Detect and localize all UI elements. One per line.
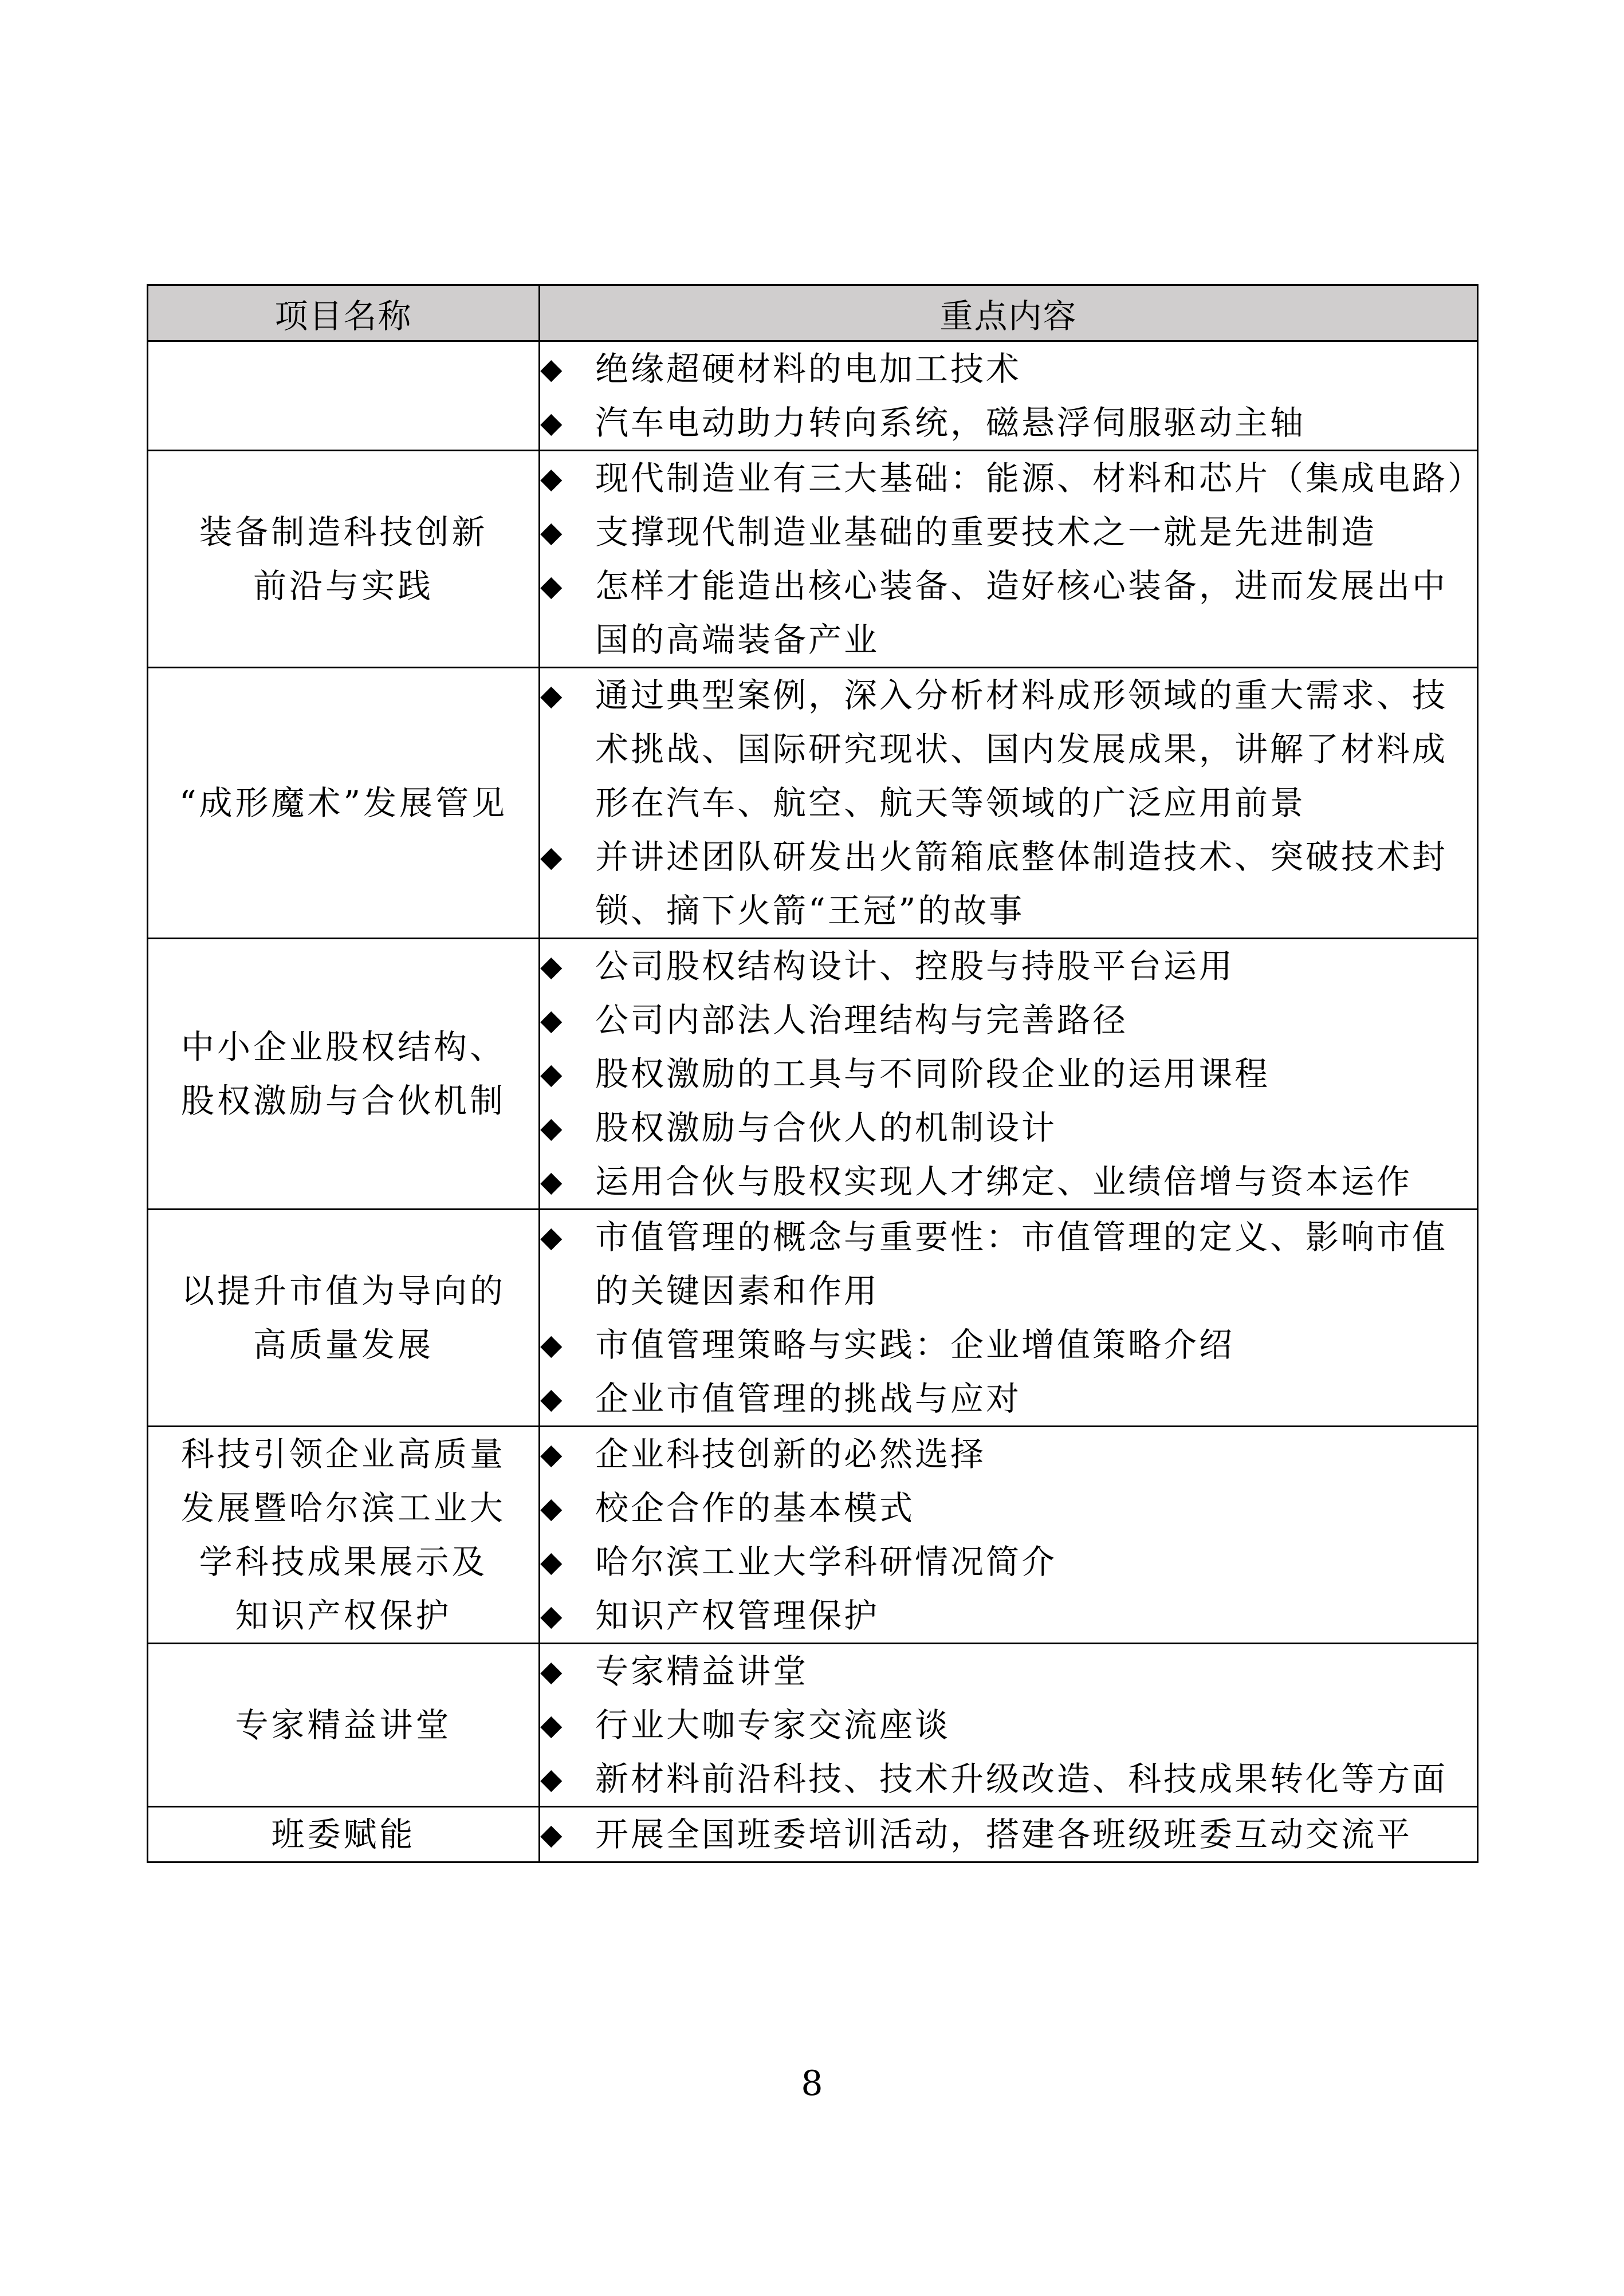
key-content-cell [540, 341, 1478, 451]
header-key-content: 重点内容 [540, 285, 1478, 341]
table-row [148, 1644, 1478, 1807]
project-name-line: 装备制造科技创新 [199, 513, 488, 552]
list-item [540, 668, 1477, 830]
diamond-bullet-icon: ◆ [540, 950, 565, 983]
diamond-bullet-icon: ◆ [540, 1111, 565, 1144]
diamond-bullet-icon: ◆ [540, 569, 565, 602]
diamond-bullet-icon: ◆ [540, 1165, 565, 1198]
key-content-cell [540, 1427, 1478, 1644]
list-item [540, 1644, 1477, 1698]
project-name-cell [148, 1210, 540, 1427]
list-item [540, 1481, 1477, 1535]
list-item [540, 1210, 1477, 1318]
project-name-line: 中小企业股权结构、 [180, 1027, 506, 1066]
diamond-bullet-icon: ◆ [540, 1545, 565, 1578]
list-item-text: 股权激励与合伙人的机制设计 [595, 1108, 1057, 1147]
list-item [540, 1101, 1477, 1155]
table-row [148, 451, 1478, 668]
list-item-text: 怎样才能造出核心装备、造好核心装备，进而发展出中国的高端装备产业 [595, 566, 1448, 659]
diamond-bullet-icon: ◆ [540, 1818, 565, 1851]
list-item [540, 1807, 1477, 1861]
project-name-cell [148, 341, 540, 451]
diamond-bullet-icon: ◆ [540, 1438, 565, 1471]
list-item [540, 993, 1477, 1047]
table-row [148, 939, 1478, 1210]
list-item-text: 专家精益讲堂 [595, 1652, 809, 1691]
list-item-text: 并讲述团队研发出火箭箱底整体制造技术、突破技术封锁、摘下火箭“王冠”的故事 [595, 837, 1448, 930]
page-number: 8 [801, 2063, 823, 2104]
key-content-cell [540, 668, 1478, 939]
key-content-cell [540, 1644, 1478, 1807]
key-content-cell [540, 451, 1484, 668]
list-item [540, 396, 1477, 450]
course-content-table [147, 284, 1484, 1863]
list-item-text: 通过典型案例，深入分析材料成形领域的重大需求、技术挑战、国际研究现状、国内发展成果，讲解了材料成形在汽车、航空、航天等领域的广泛应用前景 [595, 676, 1448, 822]
project-name-line: 股权激励与合伙机制 [180, 1081, 506, 1120]
project-name-cell [148, 939, 540, 1210]
key-content-cell [540, 1807, 1478, 1862]
table-row [148, 1210, 1478, 1427]
diamond-bullet-icon: ◆ [540, 406, 565, 439]
list-item [540, 939, 1477, 993]
diamond-bullet-icon: ◆ [540, 352, 565, 385]
list-item-text: 开展全国班委培训活动，搭建各班级班委互动交流平 [595, 1815, 1413, 1854]
list-item-text: 市值管理策略与实践：企业增值策略介绍 [595, 1325, 1235, 1364]
list-item-text: 行业大咖专家交流座谈 [595, 1706, 951, 1744]
list-item [540, 1427, 1477, 1481]
list-item-text: 现代制造业有三大基础：能源、材料和芯片（集成电路） [595, 459, 1484, 498]
project-name-cell [148, 1427, 540, 1644]
list-item-text: 公司内部法人治理结构与完善路径 [595, 1001, 1128, 1039]
list-item-text: 校企合作的基本模式 [595, 1488, 915, 1527]
header-project-name: 项目名称 [148, 285, 540, 341]
project-name-cell [148, 668, 540, 939]
diamond-bullet-icon: ◆ [540, 840, 565, 873]
diamond-bullet-icon: ◆ [540, 1328, 565, 1361]
diamond-bullet-icon: ◆ [540, 1762, 565, 1795]
diamond-bullet-icon: ◆ [540, 1057, 565, 1090]
table-row [148, 1427, 1478, 1644]
list-item [540, 1535, 1477, 1589]
diamond-bullet-icon: ◆ [540, 679, 565, 712]
diamond-bullet-icon: ◆ [540, 1491, 565, 1525]
project-name-line: 高质量发展 [253, 1325, 434, 1364]
list-item-text: 知识产权管理保护 [595, 1596, 880, 1635]
table-row [148, 1807, 1478, 1862]
project-name-cell [148, 1807, 540, 1862]
list-item [540, 1698, 1477, 1752]
table-row [148, 341, 1478, 451]
list-item [540, 451, 1484, 505]
table-body [148, 341, 1484, 1862]
list-item [540, 830, 1477, 938]
list-item-text: 新材料前沿科技、技术升级改造、科技成果转化等方面 [595, 1759, 1448, 1798]
project-name-line: 前沿与实践 [253, 566, 434, 605]
list-item-text: 哈尔滨工业大学科研情况简介 [595, 1542, 1057, 1581]
table-row [148, 668, 1478, 939]
diamond-bullet-icon: ◆ [540, 1708, 565, 1742]
diamond-bullet-icon: ◆ [540, 1599, 565, 1632]
key-content-cell [540, 1210, 1478, 1427]
diamond-bullet-icon: ◆ [540, 462, 565, 495]
list-item-text: 市值管理的概念与重要性：市值管理的定义、影响市值的关键因素和作用 [595, 1218, 1448, 1310]
diamond-bullet-icon: ◆ [540, 1655, 565, 1688]
list-item [540, 505, 1477, 559]
list-item-text: 企业市值管理的挑战与应对 [595, 1379, 1022, 1418]
list-item-text: 运用合伙与股权实现人才绑定、业绩倍增与资本运作 [595, 1162, 1413, 1201]
list-item-text: 绝缘超硬材料的电加工技术 [595, 349, 1022, 388]
list-item-text: 公司股权结构设计、控股与持股平台运用 [595, 947, 1235, 986]
diamond-bullet-icon: ◆ [540, 1382, 565, 1415]
project-name-cell [148, 1644, 540, 1807]
list-item [540, 1372, 1477, 1425]
list-item-text: 股权激励的工具与不同阶段企业的运用课程 [595, 1054, 1271, 1093]
list-item-text: 企业科技创新的必然选择 [595, 1435, 986, 1474]
project-name-line: “成形魔术”发展管见 [179, 783, 508, 822]
project-name-line: 专家精益讲堂 [235, 1706, 452, 1744]
list-item [540, 1047, 1477, 1101]
list-item [540, 1589, 1477, 1643]
project-name-line: 科技引领企业高质量 [180, 1435, 506, 1474]
diamond-bullet-icon: ◆ [540, 1003, 565, 1037]
project-name-line: 知识产权保护 [235, 1596, 452, 1635]
list-item-text: 支撑现代制造业基础的重要技术之一就是先进制造 [595, 513, 1377, 552]
list-item [540, 559, 1477, 667]
project-name-cell [148, 451, 540, 668]
key-content-cell [540, 939, 1478, 1210]
project-name-line: 学科技成果展示及 [199, 1542, 488, 1581]
project-name-line: 班委赋能 [271, 1815, 416, 1854]
list-item-text: 汽车电动助力转向系统，磁悬浮伺服驱动主轴 [595, 403, 1306, 442]
project-name-line: 以提升市值为导向的 [180, 1271, 506, 1310]
list-item [540, 342, 1477, 396]
project-name-line: 发展暨哈尔滨工业大 [180, 1488, 506, 1527]
list-item [540, 1318, 1477, 1372]
table-header-row [148, 285, 1478, 341]
diamond-bullet-icon: ◆ [540, 1220, 565, 1254]
list-item [540, 1752, 1477, 1806]
diamond-bullet-icon: ◆ [540, 515, 565, 549]
list-item [540, 1155, 1477, 1208]
